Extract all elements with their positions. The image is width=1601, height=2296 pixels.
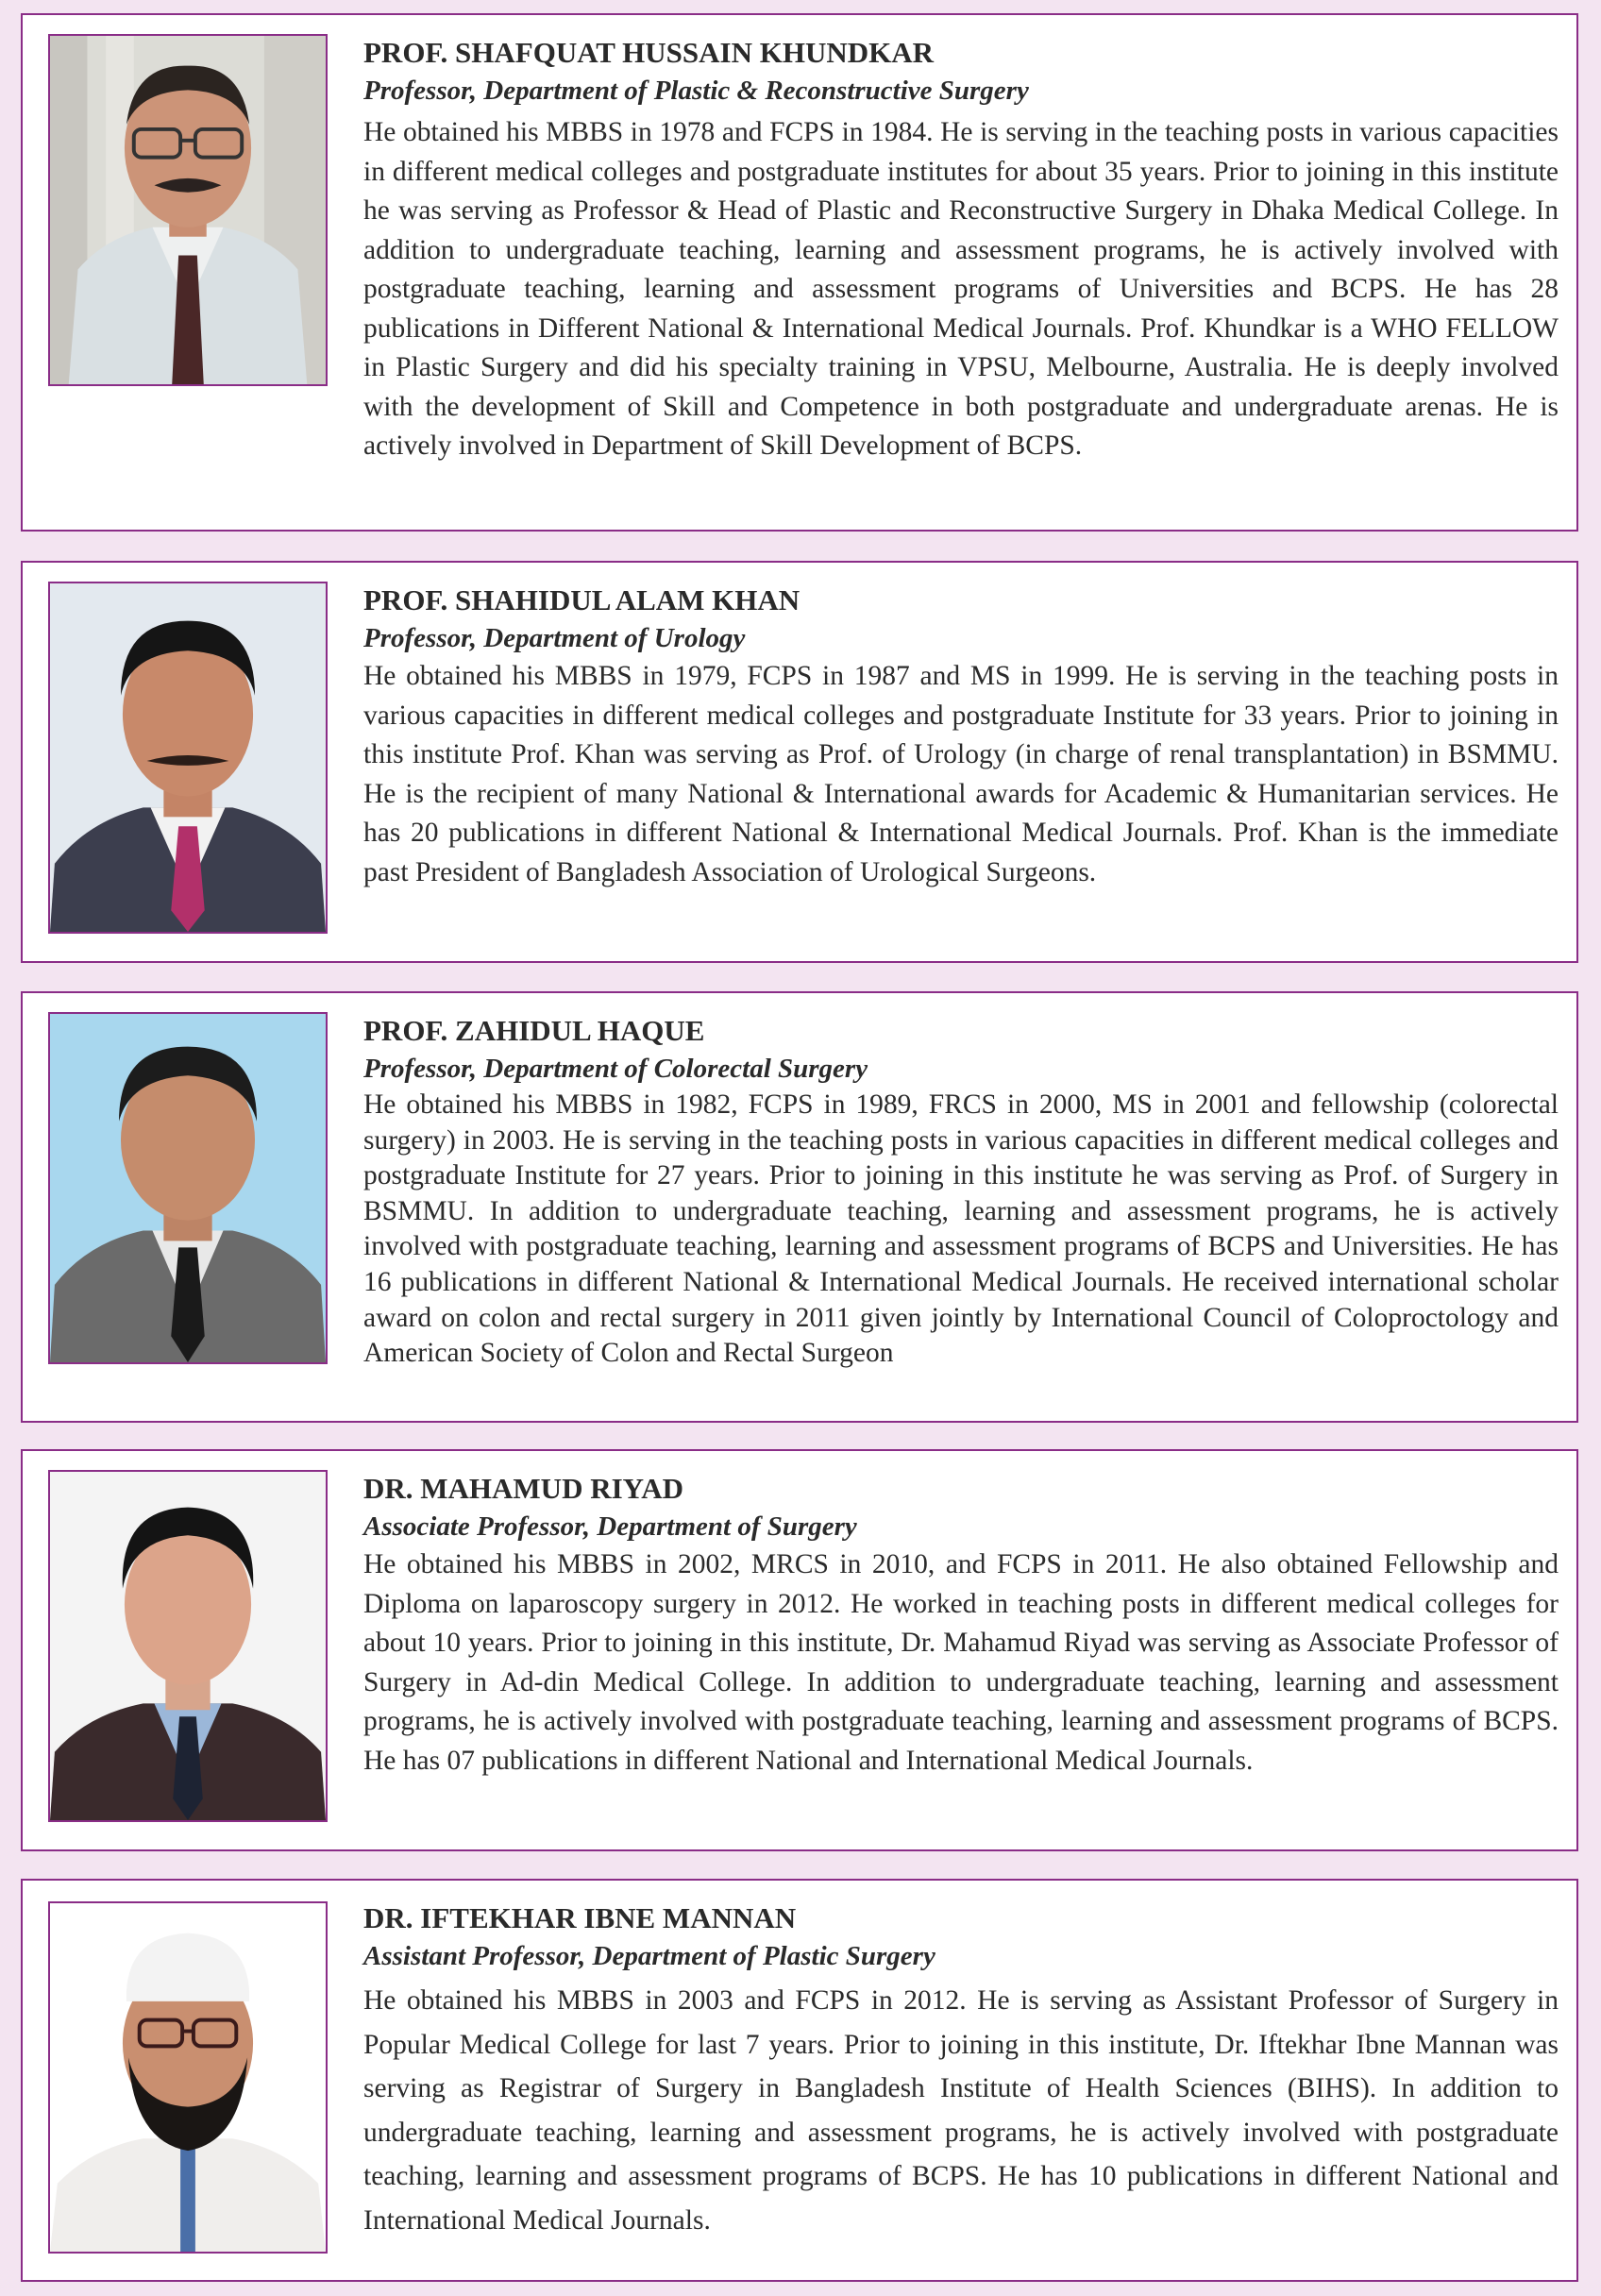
faculty-name: DR. MAHAMUD RIYAD bbox=[363, 1472, 683, 1505]
faculty-name: PROF. SHAFQUAT HUSSAIN KHUNDKAR bbox=[363, 36, 935, 69]
faculty-title: Professor, Department of Colorectal Surgery bbox=[363, 1054, 868, 1084]
faculty-name: PROF. SHAHIDUL ALAM KHAN bbox=[363, 583, 800, 616]
faculty-title: Professor, Department of Urology bbox=[363, 623, 746, 653]
faculty-card bbox=[21, 561, 1578, 963]
faculty-card bbox=[21, 1449, 1578, 1851]
portrait-image bbox=[50, 36, 326, 384]
faculty-name: DR. IFTEKHAR IBNE MANNAN bbox=[363, 1901, 797, 1934]
faculty-photo bbox=[48, 34, 328, 386]
faculty-info bbox=[363, 582, 1559, 892]
faculty-card bbox=[21, 13, 1578, 532]
faculty-bio: He obtained his MBBS in 1979, FCPS in 1987 and MS in 1999. He is serving in the teaching posts in various capacities in different medical colleges and postgraduate Institute for 33 years. Prior to joining in this institute Prof. Khan was serving as Prof. of Urology (in charge of renal transplantation) in BSMMU. He is the recipient of many National & International awards for Academic & Humanitarian services. He has 20 publications in different National & International Medical Journals. Prof. Khan is the immediate past President of Bangladesh Association of Urological Surgeons. bbox=[363, 661, 1559, 887]
faculty-bio: He obtained his MBBS in 1982, FCPS in 1989, FRCS in 2000, MS in 2001 and fellowship (colorectal surgery) in 2003. He is serving in the teaching posts in various capacities in different medical colleges and postgraduate Institute for 27 years. Prior to joining in this institute he was serving as Prof. of Surgery in BSMMU. In addition to undergraduate teaching, learning and assessment programs, he is actively involved with postgraduate teaching, learning and assessment programs of BCPS and Universities. He has 16 publications in different National & International Medical Journals. He received international scholar award on colon and rectal surgery in 2011 given jointly by International Council of Coloproctology and American Society of Colon and Rectal Surgeon bbox=[363, 1089, 1559, 1369]
faculty-photo bbox=[48, 582, 328, 934]
faculty-title: Associate Professor, Department of Surgery bbox=[363, 1511, 857, 1542]
faculty-info bbox=[363, 1012, 1559, 1372]
faculty-photo bbox=[48, 1901, 328, 2254]
faculty-bio: He obtained his MBBS in 2003 and FCPS in 2012. He is serving as Assistant Professor of Surgery in Popular Medical College for last 7 years. Prior to joining in this institute, Dr. Iftekhar Ibne Mannan was serving as Registrar of Surgery in Bangladesh Institute of Health Sciences (BIHS). In addition to undergraduate teaching, learning and assessment programs, he is actively involved with postgraduate teaching, learning and assessment programs of BCPS. He has 10 publications in different National and International Medical Journals. bbox=[363, 1985, 1559, 2236]
faculty-info bbox=[363, 1470, 1559, 1781]
portrait-image bbox=[50, 1014, 326, 1362]
faculty-info bbox=[363, 1899, 1559, 2242]
faculty-card bbox=[21, 1879, 1578, 2282]
faculty-info bbox=[363, 34, 1559, 466]
faculty-title: Assistant Professor, Department of Plastic Surgery bbox=[363, 1941, 935, 1971]
faculty-bio: He obtained his MBBS in 2002, MRCS in 2010, and FCPS in 2011. He also obtained Fellowship and Diploma on laparoscopy surgery in 2012. He worked in teaching posts in different medical colleges for about 10 years. Prior to joining in this institute, Dr. Mahamud Riyad was serving as Associate Professor of Surgery in Ad-din Medical College. In addition to undergraduate teaching, learning and assessment programs, he is actively involved with postgraduate teaching, learning and assessment programs of BCPS. He has 07 publications in different National and International Medical Journals. bbox=[363, 1549, 1559, 1776]
faculty-photo bbox=[48, 1470, 328, 1822]
faculty-name: PROF. ZAHIDUL HAQUE bbox=[363, 1014, 705, 1047]
portrait-image bbox=[50, 1472, 326, 1820]
faculty-photo bbox=[48, 1012, 328, 1364]
portrait-image bbox=[50, 1903, 326, 2252]
faculty-title: Professor, Department of Plastic & Reconstructive Surgery bbox=[363, 76, 1029, 106]
faculty-card bbox=[21, 991, 1578, 1423]
faculty-bio: He obtained his MBBS in 1978 and FCPS in 1984. He is serving in the teaching posts in various capacities in different medical colleges and postgraduate institutes for about 35 years. Prior to joining in this institute he was serving as Professor & Head of Plastic and Reconstructive Surgery in Dhaka Medical College. In addition to undergraduate teaching, learning and assessment programs, he is actively involved with postgraduate teaching, learning and assessment programs of Universities and BCPS. He has 28 publications in Different National & International Medical Journals. Prof. Khundkar is a WHO FELLOW in Plastic Surgery and did his specialty training in VPSU, Melbourne, Australia. He is deeply involved with the development of Skill and Competence in both postgraduate and undergraduate arenas. He is actively involved in Department of Skill Development of BCPS. bbox=[363, 117, 1559, 461]
portrait-image bbox=[50, 583, 326, 932]
